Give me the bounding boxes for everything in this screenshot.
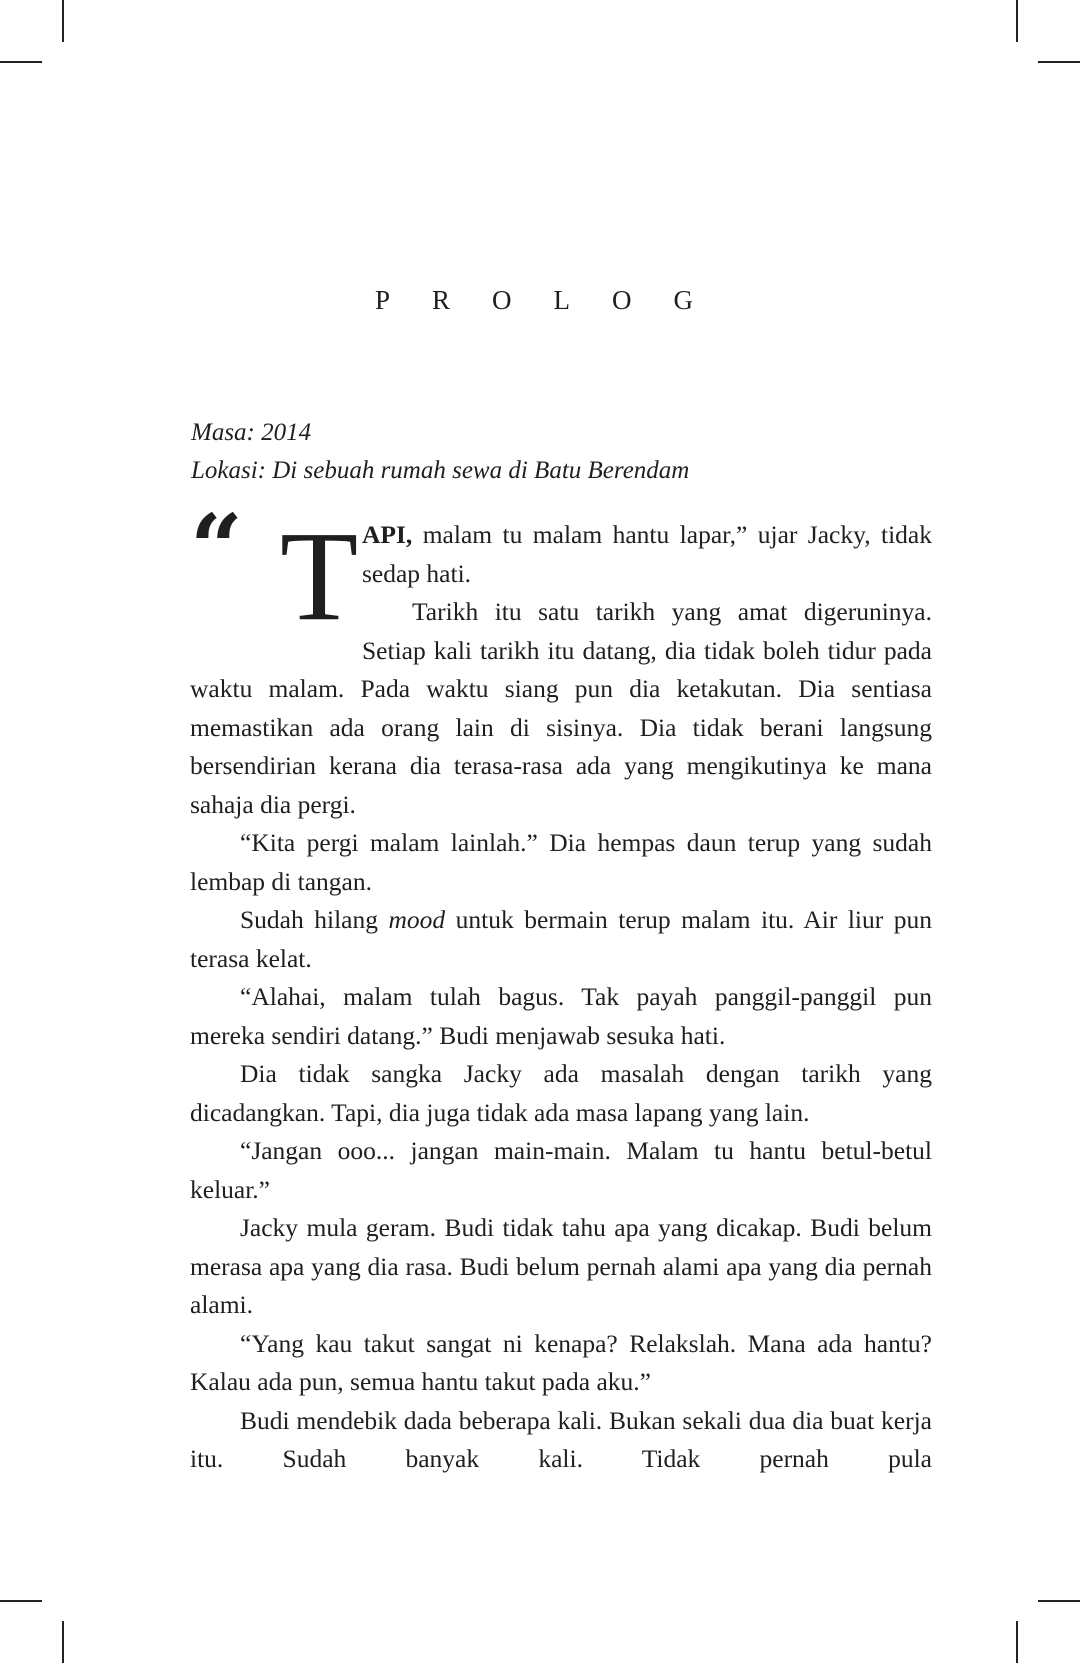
paragraph: “Yang kau takut sangat ni kenapa? Relakslah. Mana ada hantu? Kalau ada pun, semua hantu takut pada aku.”: [190, 1328, 932, 1396]
dropcap-letter: T: [280, 505, 359, 647]
crop-mark-bottom-left-horizontal: [0, 1600, 42, 1602]
crop-mark-top-right-horizontal: [1038, 61, 1080, 63]
crop-mark-top-left-vertical: [62, 0, 64, 42]
paragraph: Jacky mula geram. Budi tidak tahu apa yang dicakap. Budi belum merasa apa yang dia rasa. Budi belum pernah alami apa yang dia pernah alami.: [190, 1213, 932, 1319]
mood-after: untuk bermain terup malam itu. Air liur pun terasa kelat.: [190, 905, 932, 973]
chapter-meta: [191, 414, 951, 490]
body-text: [190, 494, 932, 1479]
crop-mark-bottom-left-vertical: [62, 1621, 64, 1663]
paragraph: “Jangan ooo... jangan main-main. Malam tu hantu betul-betul keluar.”: [190, 1136, 932, 1204]
paragraph: Budi mendebik dada beberapa kali. Bukan sekali dua dia buat kerja itu. Sudah banyak kali. Tidak pernah pula: [190, 1405, 932, 1473]
opening-quote-mark: “: [190, 494, 243, 602]
chapter-heading: PROLOG: [374, 285, 735, 315]
crop-mark-top-right-vertical: [1016, 0, 1018, 42]
crop-mark-bottom-right-vertical: [1016, 1621, 1018, 1663]
lead-word: API,: [362, 520, 413, 549]
mood-italic: mood: [388, 905, 446, 934]
meta-lokasi: Lokasi: Di sebuah rumah sewa di Batu Berendam: [191, 457, 690, 484]
paragraph: Tarikh itu satu tarikh yang amat digeruninya. Setiap kali tarikh itu datang, dia tidak boleh tidur pada waktu malam. Pada waktu siang pun dia ketakutan. Dia sentiasa memastikan ada orang lain di sisinya. Dia tidak berani langsung bersendirian kerana dia terasa-rasa ada yang mengikutinya ke mana sahaja dia pergi.: [190, 597, 932, 819]
paragraph: “Alahai, malam tulah bagus. Tak payah panggil-panggil pun mereka sendiri datang.” Budi menjawab sesuka hati.: [190, 982, 932, 1050]
meta-masa: Masa: 2014: [191, 419, 312, 446]
crop-mark-bottom-right-horizontal: [1038, 1600, 1080, 1602]
paragraph: “Kita pergi malam lainlah.” Dia hempas daun terup yang sudah lembap di tangan.: [190, 828, 932, 896]
dropcap-block: [190, 494, 359, 647]
paragraph: Dia tidak sangka Jacky ada masalah dengan tarikh yang dicadangkan. Tapi, dia juga tidak ada masa lapang yang lain.: [190, 1059, 932, 1127]
mood-paragraph: [190, 901, 932, 978]
opening-paragraph: [190, 494, 932, 647]
crop-mark-top-left-horizontal: [0, 61, 42, 63]
mood-before: Sudah hilang: [240, 905, 389, 934]
opening-text: malam tu malam hantu lapar,” ujar Jacky, tidak sedap hati.: [362, 520, 932, 588]
